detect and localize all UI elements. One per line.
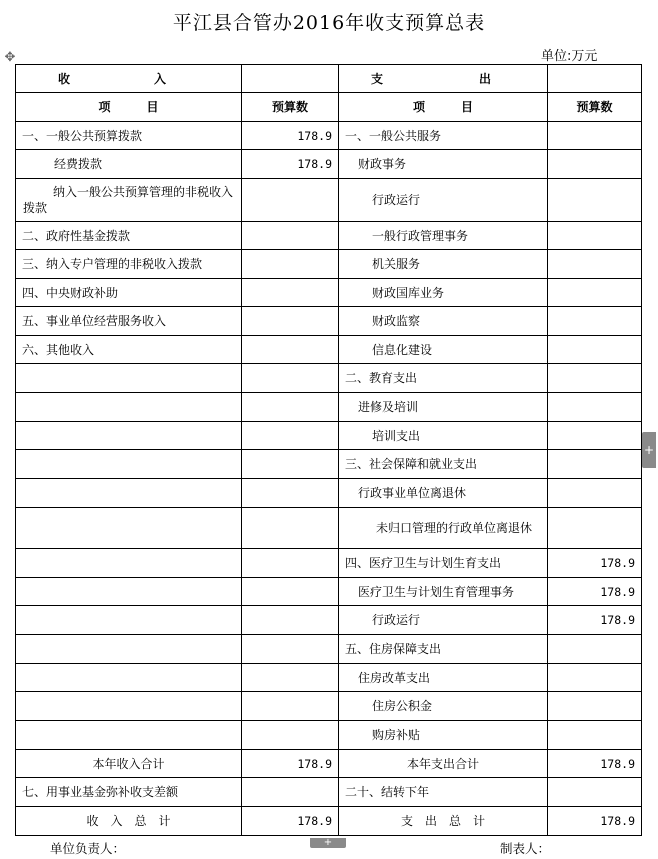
table-row: [16, 606, 642, 635]
expense-value: [548, 664, 642, 692]
table-row: [16, 807, 642, 836]
income-value: [242, 279, 339, 307]
expense-item: 财政国库业务: [339, 279, 548, 307]
income-item-header: 项 目: [16, 93, 242, 122]
footer-preparer: 制表人：: [500, 841, 551, 856]
income-item: [16, 450, 242, 479]
expense-item: 购房补贴: [339, 721, 548, 750]
expense-item: 本年支出合计: [339, 750, 548, 778]
expense-item-header: 项 目: [339, 93, 548, 122]
table-header-row: [16, 65, 642, 93]
expense-value: [548, 721, 642, 750]
income-item: [16, 422, 242, 450]
expense-value: 178.9: [548, 606, 642, 635]
income-item: [16, 479, 242, 508]
expense-header: 支 出: [339, 65, 548, 93]
table-row: [16, 450, 642, 479]
table-row: [16, 222, 642, 250]
table-row: [16, 250, 642, 279]
expense-item: 支 出 总 计: [339, 807, 548, 836]
expense-value: 178.9: [548, 578, 642, 606]
expense-value: [548, 150, 642, 179]
table-row: [16, 307, 642, 336]
expense-value: [548, 307, 642, 336]
income-item: 四、中央财政补助: [16, 279, 242, 307]
expense-item: 二十、结转下年: [339, 778, 548, 807]
income-value: [242, 635, 339, 664]
table-row: [16, 336, 642, 364]
table-row: [16, 508, 642, 549]
table-row: [16, 122, 642, 150]
expense-value: [548, 364, 642, 393]
income-value: [242, 250, 339, 279]
income-value: 178.9: [242, 750, 339, 778]
income-item: 本年收入合计: [16, 750, 242, 778]
expense-value: [548, 122, 642, 150]
table-row: [16, 422, 642, 450]
expense-value: [548, 422, 642, 450]
expense-value: [548, 222, 642, 250]
income-item: [16, 508, 242, 549]
expense-value: [548, 778, 642, 807]
income-header: 收 入: [16, 65, 242, 93]
expense-value: [548, 692, 642, 721]
income-item: [16, 692, 242, 721]
table-row: [16, 479, 642, 508]
expense-item: 三、社会保障和就业支出: [339, 450, 548, 479]
table-row: [16, 778, 642, 807]
table-row: [16, 635, 642, 664]
income-item: 纳入一般公共预算管理的非税收入拨款: [16, 179, 242, 222]
table-cell: [548, 65, 642, 93]
income-value: [242, 549, 339, 578]
expense-item: 一般行政管理事务: [339, 222, 548, 250]
income-item: 五、事业单位经营服务收入: [16, 307, 242, 336]
unit-label: 单位:万元: [541, 49, 598, 64]
income-item: 七、用事业基金弥补收支差额: [16, 778, 242, 807]
expense-item: 住房公积金: [339, 692, 548, 721]
footer-responsible: 单位负责人：: [50, 841, 126, 856]
income-item: [16, 393, 242, 422]
income-item: 六、其他收入: [16, 336, 242, 364]
expense-item: 行政事业单位离退休: [339, 479, 548, 508]
income-value: [242, 664, 339, 692]
income-value: [242, 692, 339, 721]
table-row: [16, 750, 642, 778]
income-item: 二、政府性基金拨款: [16, 222, 242, 250]
income-value: 178.9: [242, 150, 339, 179]
expense-item: 行政运行: [339, 606, 548, 635]
expense-item: 行政运行: [339, 179, 548, 222]
expense-item: 医疗卫生与计划生育管理事务: [339, 578, 548, 606]
expense-value: 178.9: [548, 549, 642, 578]
income-value: [242, 721, 339, 750]
income-value: [242, 578, 339, 606]
expense-item: 机关服务: [339, 250, 548, 279]
table-subheader-row: [16, 93, 642, 122]
income-value: [242, 179, 339, 222]
income-value: [242, 307, 339, 336]
income-value: [242, 508, 339, 549]
expense-value: [548, 508, 642, 549]
income-budget-header: 预算数: [242, 93, 339, 122]
expense-value: [548, 336, 642, 364]
table-row: [16, 364, 642, 393]
budget-table: [15, 64, 642, 836]
expense-value: 178.9: [548, 750, 642, 778]
expense-value: [548, 450, 642, 479]
table-row: [16, 150, 642, 179]
table-cell: [242, 65, 339, 93]
income-value: [242, 606, 339, 635]
income-item: 收 入 总 计: [16, 807, 242, 836]
income-value: 178.9: [242, 807, 339, 836]
expense-item: 信息化建设: [339, 336, 548, 364]
table-move-handle-icon[interactable]: ✥: [4, 50, 16, 65]
income-item: [16, 635, 242, 664]
table-row: [16, 692, 642, 721]
expense-item: 五、住房保障支出: [339, 635, 548, 664]
expense-item: 住房改革支出: [339, 664, 548, 692]
expense-item: 进修及培训: [339, 393, 548, 422]
expense-item: 未归口管理的行政单位离退休: [339, 508, 548, 549]
expense-item: 二、教育支出: [339, 364, 548, 393]
expense-item: 四、医疗卫生与计划生育支出: [339, 549, 548, 578]
expense-value: [548, 479, 642, 508]
table-row: [16, 179, 642, 222]
expense-item: 一、一般公共服务: [339, 122, 548, 150]
add-column-icon[interactable]: +: [642, 432, 656, 468]
income-value: [242, 422, 339, 450]
expense-value: [548, 250, 642, 279]
income-item: [16, 721, 242, 750]
table-row: [16, 664, 642, 692]
expense-value: [548, 635, 642, 664]
table-row: [16, 578, 642, 606]
table-row: [16, 549, 642, 578]
expense-value: [548, 393, 642, 422]
income-item: [16, 664, 242, 692]
income-value: [242, 364, 339, 393]
income-value: [242, 222, 339, 250]
expense-value: [548, 279, 642, 307]
income-value: [242, 479, 339, 508]
table-row: [16, 279, 642, 307]
income-value: [242, 778, 339, 807]
income-value: [242, 450, 339, 479]
add-row-icon[interactable]: +: [310, 838, 346, 848]
income-item: [16, 578, 242, 606]
income-item: [16, 549, 242, 578]
expense-item: 培训支出: [339, 422, 548, 450]
page-title: 平江县合管办2016年收支预算总表: [172, 12, 486, 34]
income-value: [242, 393, 339, 422]
income-item: 经费拨款: [16, 150, 242, 179]
expense-item: 财政监察: [339, 307, 548, 336]
expense-value: 178.9: [548, 807, 642, 836]
table-row: [16, 393, 642, 422]
income-item: 一、一般公共预算拨款: [16, 122, 242, 150]
income-item: 三、纳入专户管理的非税收入拨款: [16, 250, 242, 279]
expense-item: 财政事务: [339, 150, 548, 179]
table-row: [16, 721, 642, 750]
income-value: [242, 336, 339, 364]
income-item: [16, 606, 242, 635]
expense-value: [548, 179, 642, 222]
expense-budget-header: 预算数: [548, 93, 642, 122]
income-item: [16, 364, 242, 393]
income-value: 178.9: [242, 122, 339, 150]
